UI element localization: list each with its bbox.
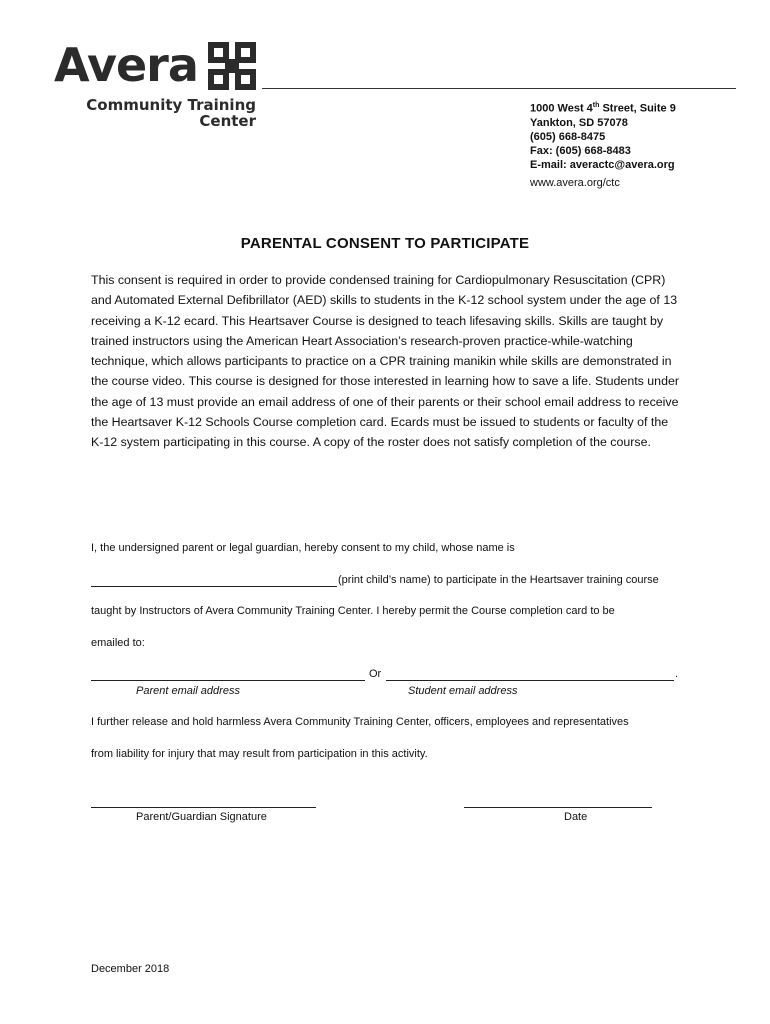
contact-email: E-mail: averactc@avera.org: [530, 158, 675, 171]
consent-line-4: emailed to:: [91, 637, 145, 649]
logo-subtitle-line1: Community Training: [86, 96, 256, 114]
release-line-1: I further release and hold harmless Avera Community Training Center, officers, employees and representatives: [91, 716, 629, 728]
contact-block: [530, 99, 676, 172]
date-field[interactable]: [464, 807, 652, 808]
student-email-caption: Student email address: [408, 685, 518, 697]
footer-date: December 2018: [91, 963, 170, 975]
date-caption: Date: [564, 811, 588, 823]
cross-logo-icon: [208, 42, 256, 90]
release-line-2: from liability for injury that may result from participation in this activity.: [91, 748, 428, 760]
parent-email-field[interactable]: [91, 680, 365, 681]
consent-line-1: I, the undersigned parent or legal guardian, hereby consent to my child, whose name is: [91, 542, 515, 554]
child-name-field[interactable]: [91, 586, 337, 587]
avera-logo: [54, 40, 264, 130]
contact-fax: Fax: (605) 668-8483: [530, 144, 631, 157]
intro-paragraph: This consent is required in order to provide condensed training for Cardiopulmonary Resuscitation (CPR) and Automated External Defibrillator (AED) skills to students in the K-12 school system under the age of 13 receiving a K-12 ecard. This Heartsaver Course is designed to teach lifesaving skills. Skills are taught by trained instructors using the American Heart Association’s research-proven practice-while-watching technique, which allows participants to practice on a CPR training manikin while skills are demonstrated in the course video. This course is designed for those interested in learning how to save a life. Students under the age of 13 must provide an email address of one of their parents or their school email address to receive the Heartsaver K-12 Schools Course completion card. Ecards must be issued to students or faculty of the K-12 system participating in this course. A copy of the roster does not satisfy completion of the course.: [91, 273, 679, 450]
contact-phone: (605) 668-8475: [530, 130, 606, 143]
parent-email-caption: Parent email address: [136, 685, 240, 697]
header-divider: [262, 88, 736, 89]
contact-website: www.avera.org/ctc: [530, 177, 620, 189]
consent-line-2: (print child’s name) to participate in the Heartsaver training course: [338, 574, 659, 586]
student-email-field[interactable]: [386, 680, 674, 681]
guardian-signature-caption: Parent/Guardian Signature: [136, 811, 267, 823]
guardian-signature-field[interactable]: [91, 807, 316, 808]
logo-subtitle-line2: Center: [199, 112, 256, 130]
logo-brand-text: Avera: [54, 38, 198, 92]
contact-city: Yankton, SD 57078: [530, 116, 628, 129]
end-period: .: [675, 668, 679, 680]
contact-street: 1000 West 4th Street, Suite 9: [530, 102, 676, 115]
consent-line-3: taught by Instructors of Avera Community Training Center. I hereby permit the Course completion card to be: [91, 605, 615, 617]
document-title: PARENTAL CONSENT TO PARTICIPATE: [240, 235, 530, 252]
or-label: Or: [369, 668, 382, 680]
